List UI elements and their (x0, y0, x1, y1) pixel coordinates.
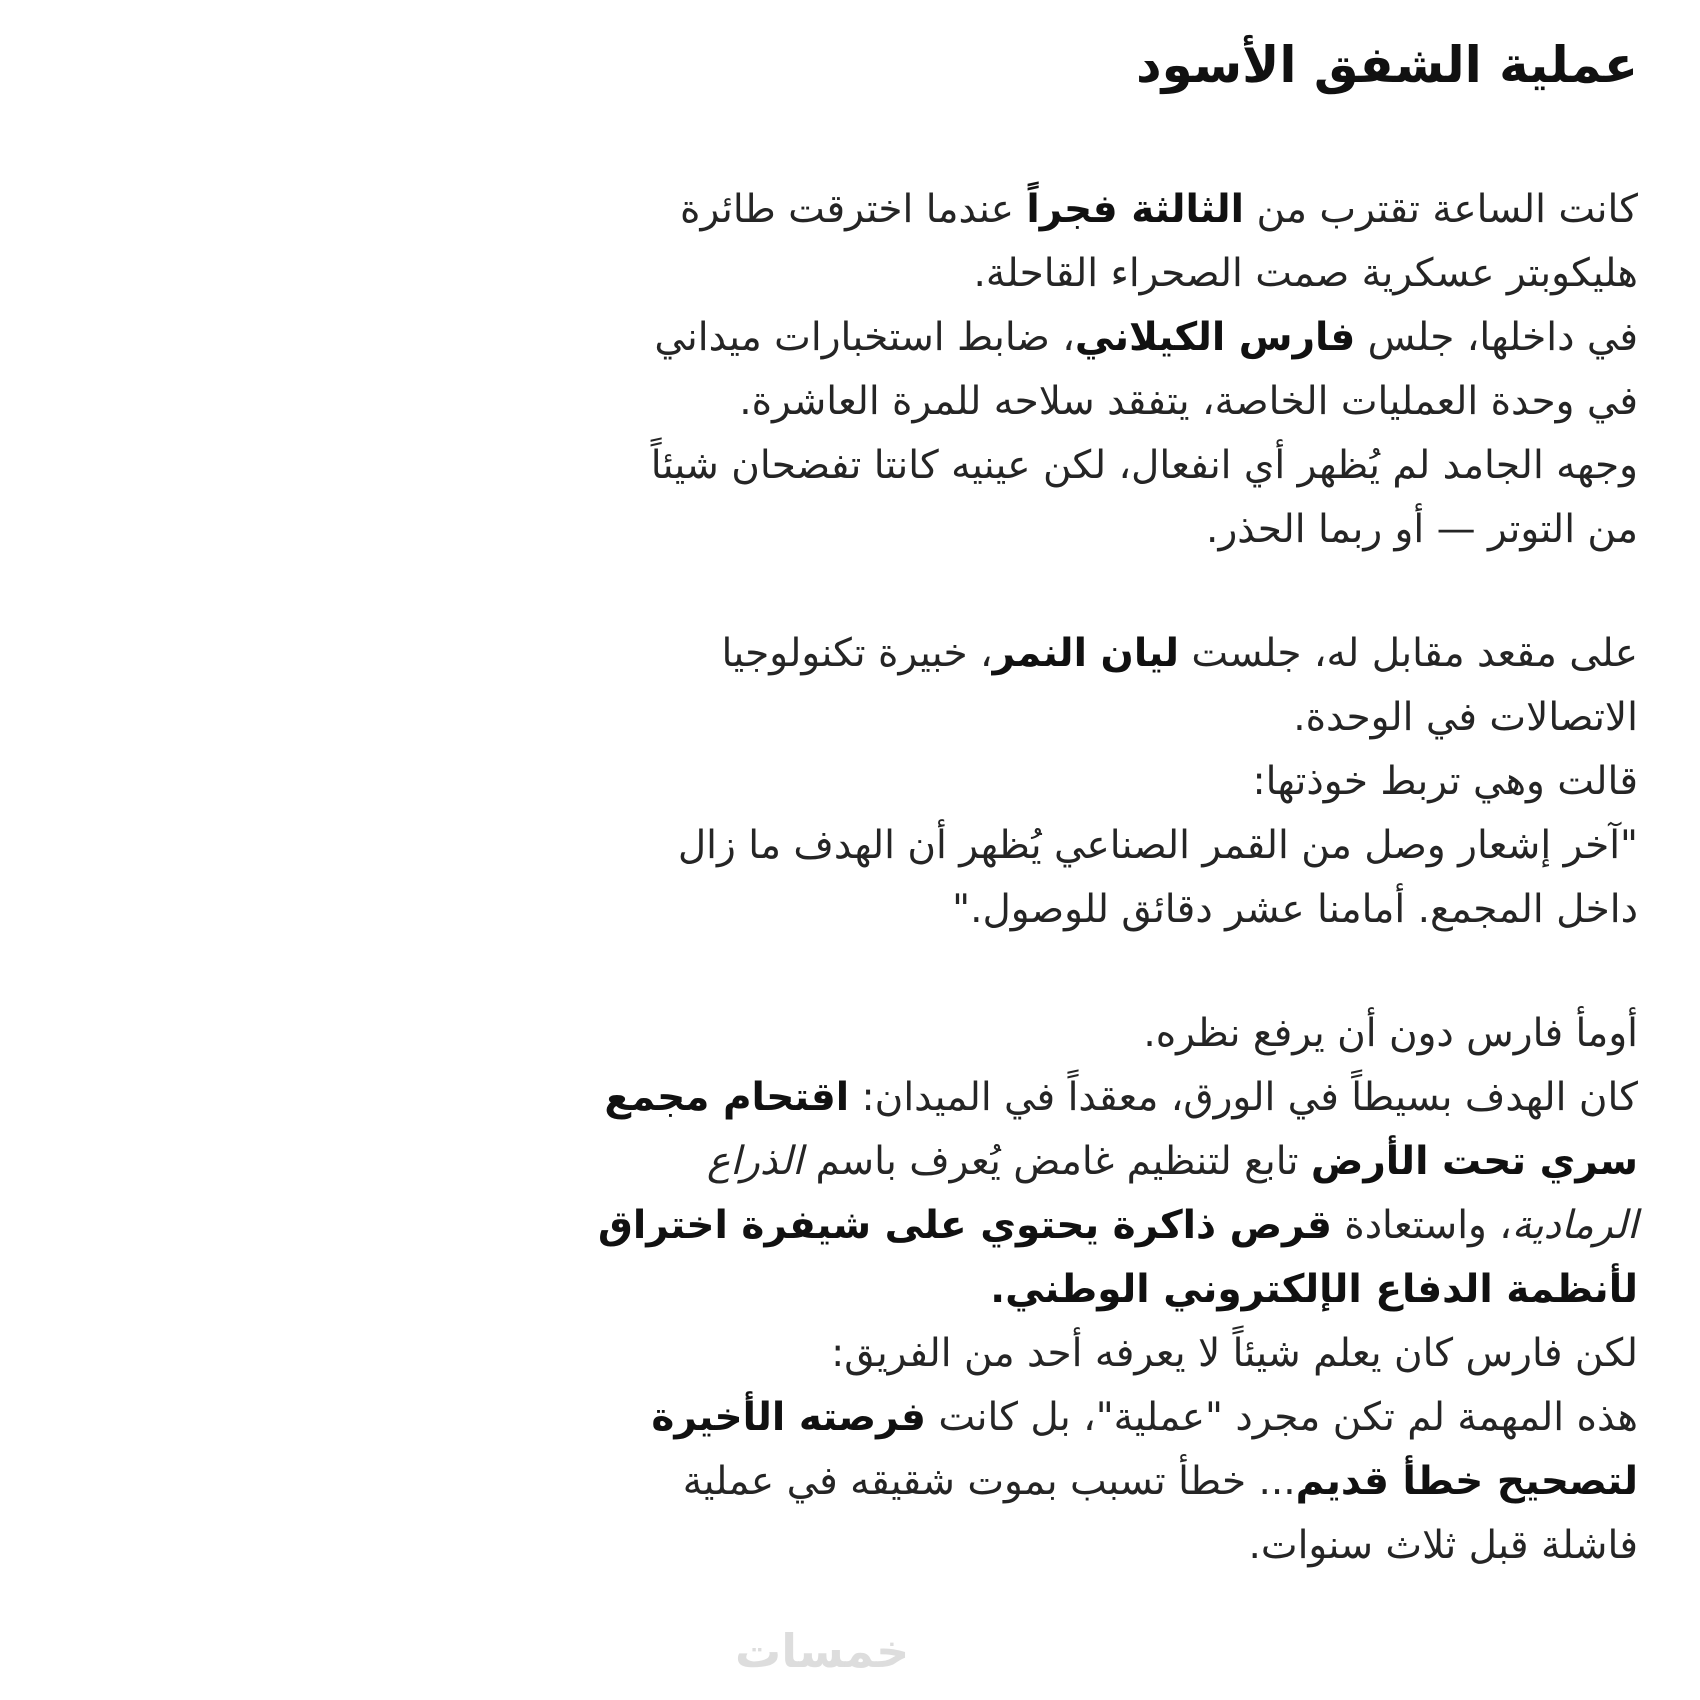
paragraph-line: قالت وهي تربط خوذتها: (1252, 759, 1638, 804)
italic-phrase: الرمادية (1511, 1203, 1638, 1248)
paragraph-line: "آخر إشعار وصل من القمر الصناعي يُظهر أن الهدف ما زال (677, 823, 1638, 868)
bold-character-name: ليان النمر (992, 631, 1180, 676)
italic-phrase: الذراع (706, 1139, 804, 1184)
bold-phrase: قرص ذاكرة يحتوي على شيفرة اختراق (597, 1203, 1332, 1248)
paragraph-line: فاشلة قبل ثلاث سنوات. (1248, 1523, 1638, 1568)
paragraph-line (680, 182, 1638, 238)
bold-time: الثالثة فجراً (1026, 187, 1245, 232)
paragraph-line (651, 1390, 1638, 1446)
paragraph-line: وجهه الجامد لم يُظهر أي انفعال، لكن عينيه كانتا تفضحان شيئاً (650, 443, 1638, 488)
text-run: عندما اخترقت طائرة (680, 187, 1027, 232)
text-run: على مقعد مقابل له، جلست (1179, 631, 1638, 676)
text-run: كان الهدف بسيطاً في الورق، معقداً في الميدان: (849, 1075, 1638, 1120)
paragraph-line: أومأ فارس دون أن يرفع نظره. (1143, 1011, 1638, 1056)
bold-phrase: اقتحام مجمع (604, 1075, 850, 1120)
text-run: تابع لتنظيم غامض يُعرف باسم (803, 1139, 1311, 1184)
text-run: ... خطأ تسبب بموت شقيقه في عملية (682, 1459, 1296, 1504)
text-run: ، خبيرة تكنولوجيا (721, 631, 993, 676)
paragraph-line (707, 1134, 1638, 1190)
text-run: في داخلها، جلس (1355, 315, 1638, 360)
bold-phrase: لتصحيح خطأ قديم (1295, 1459, 1638, 1504)
text-run: هذه المهمة لم تكن مجرد "عملية"، بل كانت (925, 1395, 1638, 1440)
text-run: ، ضابط استخبارات ميداني (654, 315, 1075, 360)
story-title: عملية الشفق الأسود (1135, 36, 1638, 94)
paragraph-line: في وحدة العمليات الخاصة، يتفقد سلاحه للمرة العاشرة. (739, 379, 1638, 424)
bold-phrase: سري تحت الأرض (1310, 1139, 1638, 1184)
paragraph-line: داخل المجمع. أمامنا عشر دقائق للوصول." (952, 887, 1638, 932)
paragraph-line: الاتصالات في الوحدة. (1293, 695, 1638, 740)
paragraph-line (722, 626, 1638, 682)
text-run: ، واستعادة (1331, 1203, 1512, 1248)
paragraph-line (990, 1262, 1638, 1318)
text-run: . (990, 1267, 1006, 1312)
paragraph-line (683, 1454, 1638, 1510)
bold-phrase: فرصته الأخيرة (651, 1395, 926, 1440)
paragraph-line (604, 1070, 1638, 1126)
paragraph-line: من التوتر — أو ربما الحذر. (1206, 507, 1638, 552)
paragraph-line (598, 1198, 1638, 1254)
paragraph-line: هليكوبتر عسكرية صمت الصحراء القاحلة. (973, 251, 1638, 296)
bold-phrase: لأنظمة الدفاع الإلكتروني الوطني (1005, 1267, 1638, 1312)
paragraph-line: لكن فارس كان يعلم شيئاً لا يعرفه أحد من الفريق: (831, 1331, 1638, 1376)
paragraph-line (654, 310, 1638, 366)
bold-character-name: فارس الكيلاني (1074, 315, 1356, 360)
watermark-logo: خمسات (735, 1624, 910, 1678)
text-run: كانت الساعة تقترب من (1244, 187, 1638, 232)
